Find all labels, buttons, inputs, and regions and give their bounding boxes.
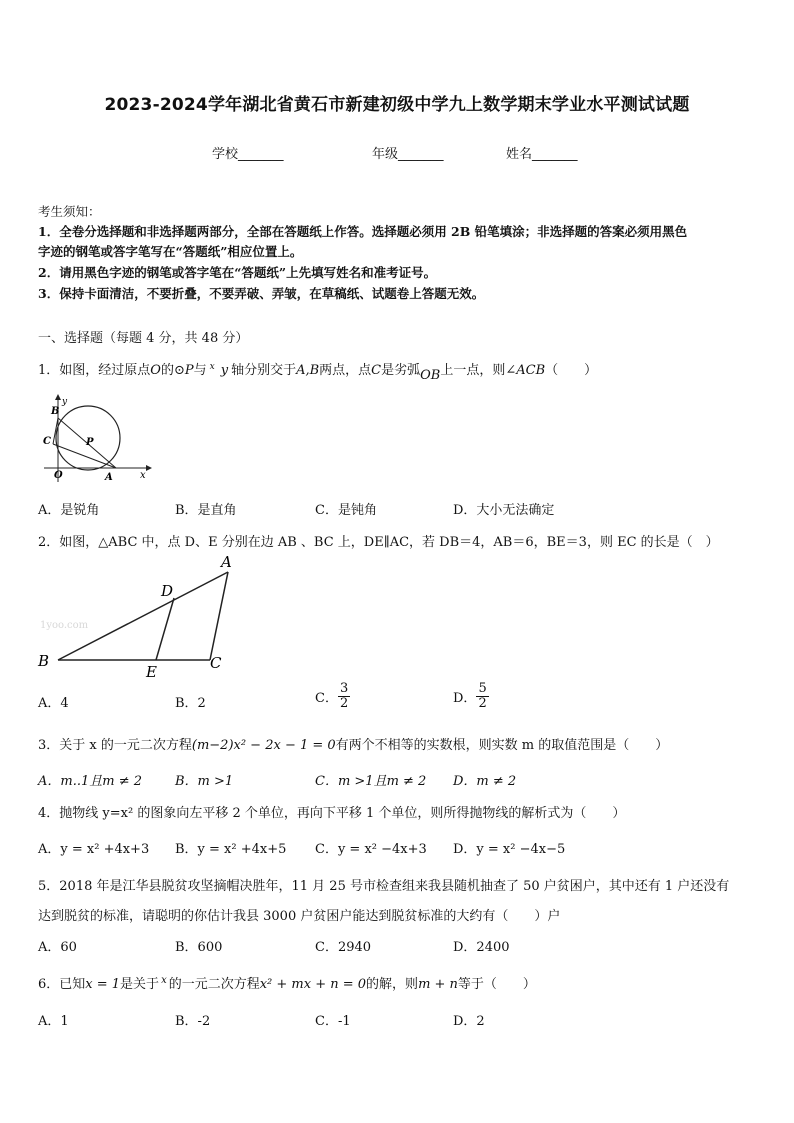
- question-6-option-a: A．1: [38, 1014, 69, 1029]
- question-1-option-a: A．是锐角: [38, 503, 100, 518]
- label-a: A: [105, 472, 113, 483]
- question-4-option-d: D．y = x² −4x−5: [453, 842, 566, 857]
- question-1-option-b: B．是直角: [175, 503, 237, 518]
- y-axis-arrow: [55, 394, 61, 400]
- question-2-option-c: C． $\frac{3}{2}$: [315, 681, 349, 711]
- side-ab: [58, 572, 228, 660]
- label-c: C: [43, 436, 51, 447]
- label-p: P: [86, 437, 94, 448]
- question-3-text: 3．关于 x 的一元二次方程(m−2)x² − 2x − 1 = 0有两个不相等的实数根，则实数 m 的取值范围是（ ）: [38, 738, 669, 753]
- notice-item-3: 3．保持卡面清洁，不要折叠，不要弄破、弄皱，在草稿纸、试题卷上答题无效。: [38, 286, 485, 301]
- label-a: A: [221, 553, 232, 571]
- question-2-option-a: A．4: [38, 696, 69, 711]
- question-4-option-b: B．y = x² +4x+5: [175, 842, 287, 857]
- question-5-option-c: C．2940: [315, 940, 372, 955]
- question-5-option-a: A．60: [38, 940, 77, 955]
- label-x: x: [140, 470, 146, 481]
- question-3-option-c: C．m >1且m ≠ 2: [315, 774, 427, 789]
- question-5-option-d: D．2400: [453, 940, 510, 955]
- question-6-option-b: B．-2: [175, 1014, 211, 1029]
- question-6-option-d: D．2: [453, 1014, 485, 1029]
- question-3-option-b: B．m >1: [175, 774, 234, 789]
- notice-item-1-line-2: 字迹的钢笔或答字笔写在“答题纸”相应位置上。: [38, 244, 303, 259]
- question-3-option-d: D．m ≠ 2: [453, 774, 517, 789]
- question-4-option-a: A．y = x² +4x+3: [38, 842, 150, 857]
- page-title: 2023-2024学年湖北省黄石市新建初级中学九上数学期末学业水平测试试题: [104, 95, 690, 115]
- notice-item-2: 2．请用黑色字迹的钢笔或答字笔在“答题纸”上先填写姓名和准考证号。: [38, 265, 437, 280]
- label-b: B: [38, 652, 50, 670]
- question-5-text-line-2: 达到脱贫的标准，请聪明的你估计我县 3000 户贫困户能达到脱贫标准的大约有（ ）户: [38, 909, 561, 924]
- question-1-option-d: D．大小无法确定: [453, 503, 555, 518]
- notice-heading: 考生须知：: [38, 204, 101, 219]
- question-1-option-c: C．是钝角: [315, 503, 377, 518]
- question-2-figure: [32, 552, 242, 680]
- label-b: B: [51, 406, 60, 417]
- question-1-text: 1．如图，经过原点O的⊙P与 $^x$ y 轴分别交于A,B两点，点C是劣弧OB上一点，则∠ACB（ ）: [38, 361, 598, 383]
- question-3-option-a: A．m..1且m ≠ 2: [38, 774, 143, 789]
- chord-ca: [53, 444, 116, 468]
- question-2-option-d: D． $\frac{5}{2}$: [453, 681, 487, 711]
- question-6-text: 6．已知x = 1是关于 $^x$ 的一元二次方程x² + mx + n = 0的解，则m + n等于（ ）: [38, 974, 536, 992]
- question-5-option-b: B．600: [175, 940, 223, 955]
- question-6-option-c: C．-1: [315, 1014, 351, 1029]
- question-4-option-c: C．y = x² −4x+3: [315, 842, 427, 857]
- x-axis-arrow: [146, 465, 152, 471]
- label-e: E: [146, 663, 157, 680]
- question-2-option-b: B．2: [175, 696, 206, 711]
- section-heading: 一、选择题（每题 4 分，共 48 分）: [38, 331, 249, 346]
- school-field: 学校_______: [212, 147, 284, 162]
- notice-item-1-line-1: 1．全卷分选择题和非选择题两部分，全部在答题纸上作答。选择题必须用 2B 铅笔填涂；非选择题的答案必须用黑色: [38, 224, 688, 239]
- label-o: O: [54, 470, 63, 481]
- label-c: C: [210, 654, 222, 672]
- question-5-text-line-1: 5．2018 年是江华县脱贫攻坚摘帽决胜年，11 月 25 号市检查组来我县随机抽查了 50 户贫困户，其中还有 1 户还没有: [38, 879, 730, 894]
- question-1-figure: [38, 392, 158, 484]
- question-4-text: 4．抛物线 y=x² 的图象向左平移 2 个单位，再向下平移 1 个单位，则所得抛物线的解析式为（ ）: [38, 806, 626, 821]
- side-ca: [210, 572, 228, 660]
- question-2-text: 2．如图，△ABC 中，点 D、E 分别在边 AB 、BC 上，DE∥AC，若 DB＝4，AB＝6，BE＝3，则 EC 的长是（ ）: [38, 535, 719, 550]
- label-d: D: [161, 582, 174, 600]
- name-field: 姓名_______: [506, 147, 578, 162]
- label-y: y: [62, 397, 68, 407]
- grade-field: 年级_______: [372, 147, 444, 162]
- watermark: 1yoo.com: [40, 620, 89, 631]
